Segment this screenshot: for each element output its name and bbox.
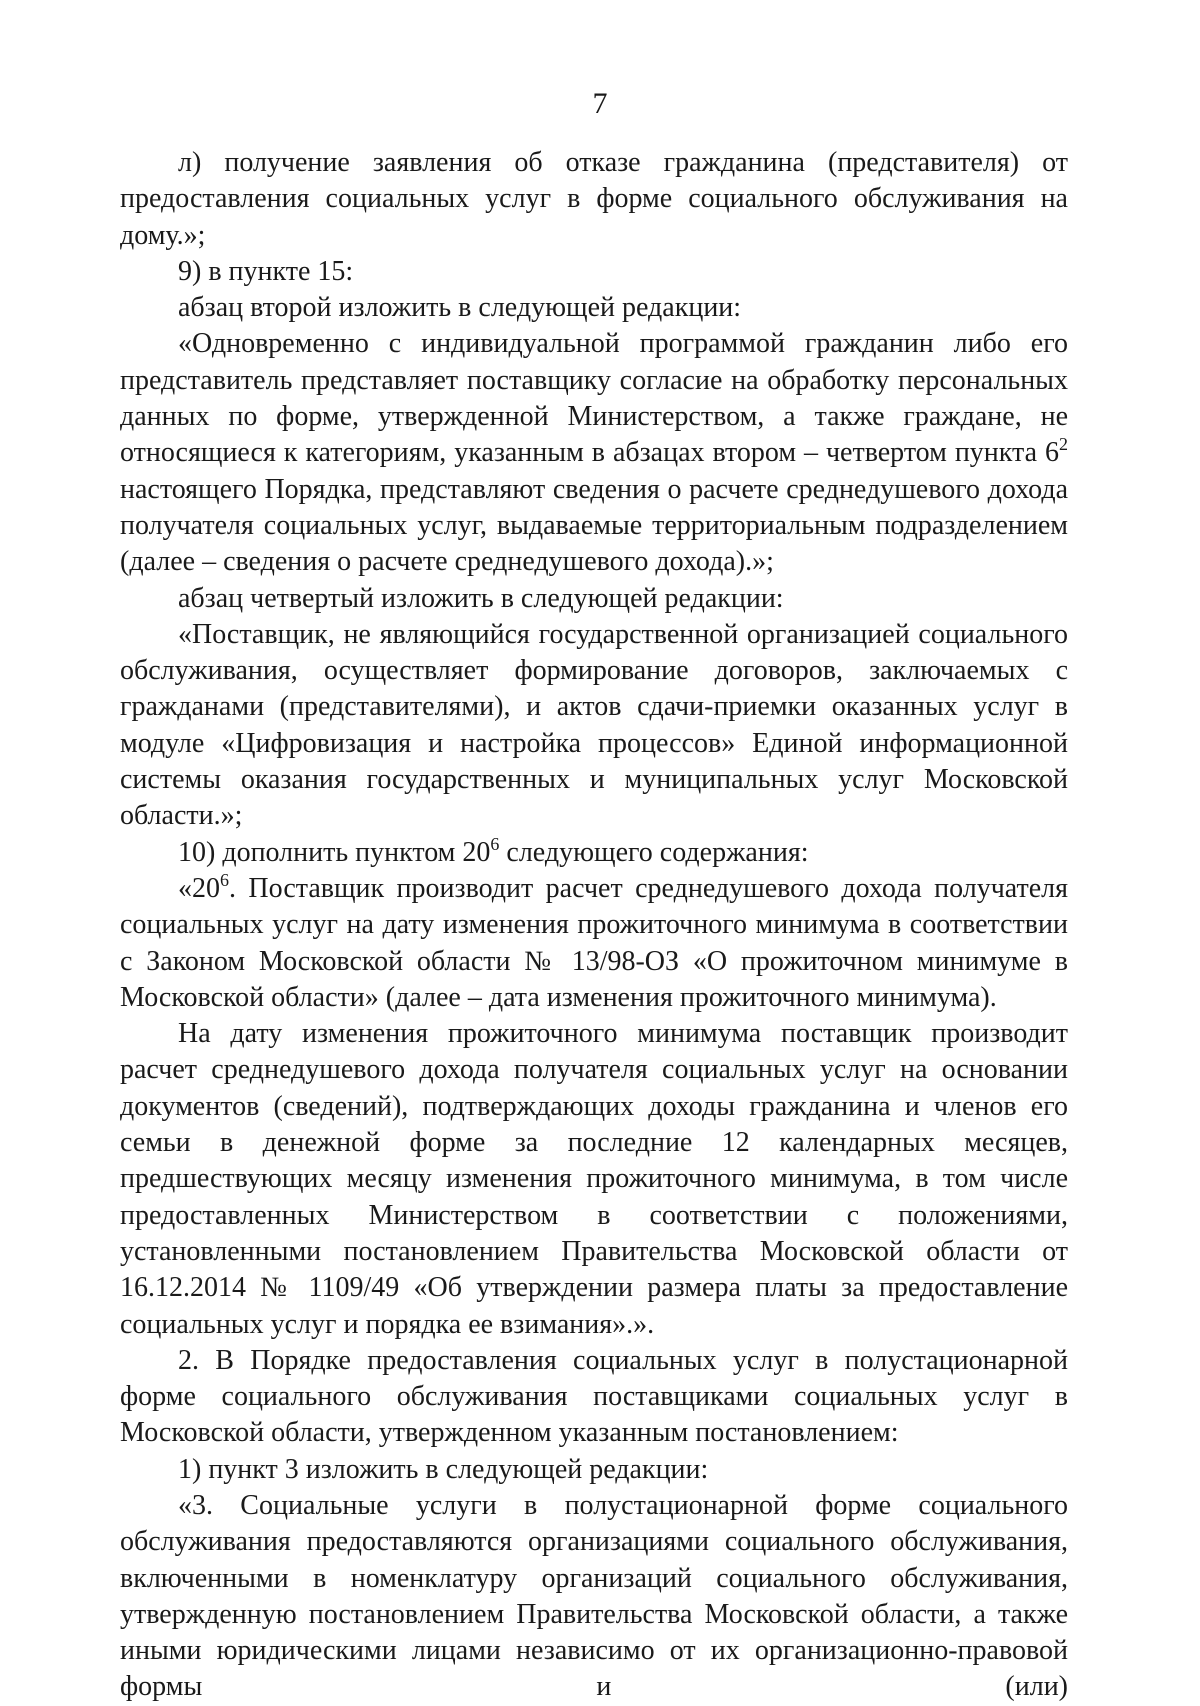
paragraph-item-2 [120,1343,1068,1452]
paragraph-text: 10) дополнить пунктом 20 [178,836,491,868]
paragraph-text: абзац четвертый изложить в следующей редакции: [178,582,784,614]
paragraph-quote-simultaneously [120,326,1068,580]
paragraph-text: «Поставщик, не являющийся государственной организацией социального обслуживания, осуществляет формирование договоров, заключаемых с гражданами (представителями), и актов сдачи-приемки оказанных услуг в модуле «Цифровизация и настройка процессов» Единой информационной системы оказания государственных и муниципальных услуг Московской области.»; [120,618,1068,832]
paragraph-text: настоящего Порядка, представляют сведения о расчете среднедушевого дохода получателя социальных услуг, выдаваемые территориальным подразделением (далее – сведения о расчете среднедушевого дохода).»; [120,473,1068,578]
paragraph-item-10 [120,835,1068,871]
paragraph-quote-3 [120,1488,1068,1706]
page-number: 7 [592,87,608,120]
paragraph-text: 9) в пункте 15: [178,255,354,287]
paragraph-text: «20 [178,872,220,904]
paragraph-quote-20-6 [120,871,1068,1016]
paragraph-text: абзац второй изложить в следующей редакции: [178,292,742,324]
paragraph-text: следующего содержания: [499,836,809,868]
paragraph-item-1 [120,1452,1068,1488]
paragraph-text: «Одновременно с индивидуальной программой гражданин либо его представитель представляет поставщику согласие на обработку персональных данных по форме, утвержденной Министерством, а также граждане, не относящиеся к категориям, указанным в абзацах втором – четвертом пункта 6 [120,328,1068,469]
paragraph-text: 2. В Порядке предоставления социальных услуг в полустационарной форме социального обслуживания поставщиками социальных услуг в Московской области, утвержденном указанным постановлением: [120,1344,1068,1449]
paragraph-income-calculation [120,1016,1068,1343]
paragraph-quote-supplier [120,617,1068,835]
superscript: 6 [490,833,500,854]
paragraph-item-l [120,145,1068,254]
superscript: 6 [220,869,229,890]
paragraph-text: . Поставщик производит расчет среднедушевого дохода получателя социальных услуг на дату изменения прожиточного минимума в соответствии с Законом Московской области № 13/98-ОЗ «О прожиточном минимуме в Московской области» (далее – дата изменения прожиточного минимума). [120,872,1068,1013]
paragraph-text: 1) пункт 3 изложить в следующей редакции: [178,1453,709,1485]
paragraph-instruction [120,581,1068,617]
paragraph-text: «3. Социальные услуги в полустационарной форме социального обслуживания предоставляются организациями социального обслуживания, включенными в номенклатуру организаций социального обслуживания, утвержденную постановлением Правительства Московской области, а также иными юридическими лицами независимо от их организационно-правовой формы и (или) [120,1489,1068,1703]
paragraph-text: На дату изменения прожиточного минимума поставщик производит расчет среднедушевого дохода получателя социальных услуг на основании документов (сведений), подтверждающих доходы гражданина и членов его семьи в денежной форме за последние 12 календарных месяцев, предшествующих месяцу изменения прожиточного минимума, в том числе предоставленных Министерством в соответствии с положениями, установленными постановлением Правительства Московской области от 16.12.2014 № 1109/49 «Об утверждении размера платы за предоставление социальных услуг и порядка ее взимания».». [120,1018,1068,1340]
superscript: 2 [1059,434,1068,455]
paragraph-instruction [120,290,1068,326]
paragraph-item-9 [120,254,1068,290]
document-body [120,145,1068,1706]
paragraph-text: л) получение заявления об отказе гражданина (представителя) от предоставления социальных услуг в форме социального обслуживания на дому.»; [120,147,1068,251]
